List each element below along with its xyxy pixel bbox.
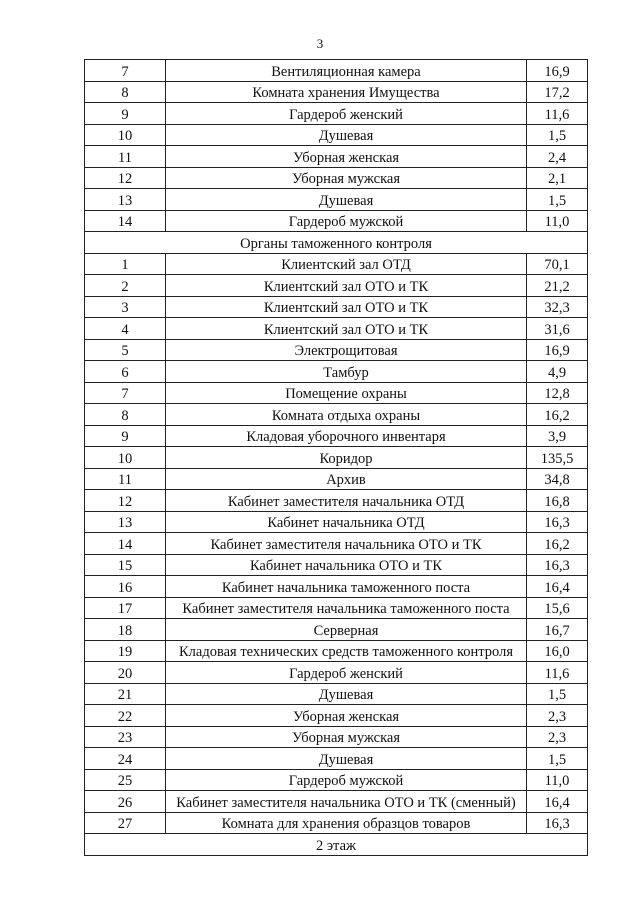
room-name-cell: Гардероб мужской	[166, 769, 527, 791]
room-name-cell: Уборная мужская	[166, 167, 527, 189]
room-number-cell: 6	[85, 361, 166, 383]
room-name-cell: Коридор	[166, 447, 527, 469]
room-area-cell: 16,4	[527, 576, 588, 598]
room-name-cell: Кабинет начальника ОТО и ТК	[166, 554, 527, 576]
room-area-cell: 16,3	[527, 511, 588, 533]
table-row	[85, 683, 588, 705]
table-row	[85, 361, 588, 383]
room-number-cell: 19	[85, 640, 166, 662]
room-number-cell: 7	[85, 60, 166, 82]
room-number-cell: 14	[85, 533, 166, 555]
section-title-customs-bodies: Органы таможенного контроля	[85, 232, 588, 254]
room-number-cell: 9	[85, 425, 166, 447]
room-number-cell: 7	[85, 382, 166, 404]
room-area-cell: 2,1	[527, 167, 588, 189]
room-area-cell: 11,6	[527, 103, 588, 125]
room-name-cell: Кладовая уборочного инвентаря	[166, 425, 527, 447]
room-area-cell: 1,5	[527, 124, 588, 146]
table-row	[85, 554, 588, 576]
table-row	[85, 81, 588, 103]
table-row	[85, 812, 588, 834]
table-row	[85, 339, 588, 361]
room-name-cell: Кабинет заместителя начальника ОТД	[166, 490, 527, 512]
table-row	[85, 103, 588, 125]
rooms-table	[84, 59, 588, 856]
room-name-cell: Кабинет заместителя начальника ОТО и ТК (сменный)	[166, 791, 527, 813]
room-number-cell: 11	[85, 468, 166, 490]
room-area-cell: 2,3	[527, 726, 588, 748]
section-row	[85, 834, 588, 856]
table-row	[85, 490, 588, 512]
room-area-cell: 16,7	[527, 619, 588, 641]
room-name-cell: Серверная	[166, 619, 527, 641]
table-row	[85, 791, 588, 813]
room-area-cell: 16,0	[527, 640, 588, 662]
room-name-cell: Архив	[166, 468, 527, 490]
table-row	[85, 425, 588, 447]
room-name-cell: Кабинет заместителя начальника таможенного поста	[166, 597, 527, 619]
table-row	[85, 253, 588, 275]
table-row	[85, 382, 588, 404]
room-number-cell: 24	[85, 748, 166, 770]
room-area-cell: 3,9	[527, 425, 588, 447]
room-number-cell: 3	[85, 296, 166, 318]
room-number-cell: 13	[85, 189, 166, 211]
room-number-cell: 8	[85, 81, 166, 103]
table-row	[85, 296, 588, 318]
room-area-cell: 11,6	[527, 662, 588, 684]
room-number-cell: 9	[85, 103, 166, 125]
page-number: 3	[316, 36, 324, 51]
room-name-cell: Гардероб мужской	[166, 210, 527, 232]
room-area-cell: 21,2	[527, 275, 588, 297]
room-area-cell: 16,9	[527, 339, 588, 361]
room-name-cell: Комната для хранения образцов товаров	[166, 812, 527, 834]
table-row	[85, 533, 588, 555]
room-number-cell: 5	[85, 339, 166, 361]
table-row	[85, 597, 588, 619]
room-name-cell: Гардероб женский	[166, 662, 527, 684]
room-area-cell: 11,0	[527, 210, 588, 232]
table-row	[85, 576, 588, 598]
room-name-cell: Электрощитовая	[166, 339, 527, 361]
table-row	[85, 189, 588, 211]
room-name-cell: Душевая	[166, 748, 527, 770]
room-area-cell: 4,9	[527, 361, 588, 383]
room-name-cell: Уборная женская	[166, 146, 527, 168]
room-area-cell: 32,3	[527, 296, 588, 318]
room-area-cell: 17,2	[527, 81, 588, 103]
room-area-cell: 34,8	[527, 468, 588, 490]
room-number-cell: 12	[85, 490, 166, 512]
room-number-cell: 13	[85, 511, 166, 533]
room-area-cell: 16,3	[527, 812, 588, 834]
room-area-cell: 12,8	[527, 382, 588, 404]
table-row	[85, 640, 588, 662]
room-name-cell: Помещение охраны	[166, 382, 527, 404]
section-title-second-floor: 2 этаж	[85, 834, 588, 856]
room-number-cell: 12	[85, 167, 166, 189]
room-name-cell: Душевая	[166, 124, 527, 146]
room-number-cell: 2	[85, 275, 166, 297]
room-number-cell: 10	[85, 124, 166, 146]
table-row	[85, 167, 588, 189]
room-name-cell: Клиентский зал ОТО и ТК	[166, 296, 527, 318]
room-number-cell: 8	[85, 404, 166, 426]
table-row	[85, 705, 588, 727]
room-area-cell: 31,6	[527, 318, 588, 340]
room-number-cell: 26	[85, 791, 166, 813]
room-name-cell: Кладовая технических средств таможенного контроля	[166, 640, 527, 662]
table-row	[85, 124, 588, 146]
table-row	[85, 726, 588, 748]
room-area-cell: 16,8	[527, 490, 588, 512]
table-row	[85, 404, 588, 426]
room-name-cell: Гардероб женский	[166, 103, 527, 125]
table-row	[85, 748, 588, 770]
table-row	[85, 210, 588, 232]
room-area-cell: 16,3	[527, 554, 588, 576]
room-area-cell: 70,1	[527, 253, 588, 275]
room-name-cell: Кабинет начальника таможенного поста	[166, 576, 527, 598]
room-area-cell: 16,4	[527, 791, 588, 813]
room-area-cell: 11,0	[527, 769, 588, 791]
room-name-cell: Кабинет начальника ОТД	[166, 511, 527, 533]
room-area-cell: 16,2	[527, 533, 588, 555]
room-area-cell: 1,5	[527, 683, 588, 705]
table-row	[85, 275, 588, 297]
room-area-cell: 15,6	[527, 597, 588, 619]
table-row	[85, 447, 588, 469]
room-name-cell: Комната отдыха охраны	[166, 404, 527, 426]
table-row	[85, 511, 588, 533]
section-row	[85, 232, 588, 254]
room-number-cell: 27	[85, 812, 166, 834]
table-row	[85, 619, 588, 641]
room-number-cell: 23	[85, 726, 166, 748]
room-area-cell: 135,5	[527, 447, 588, 469]
rooms-table-body	[85, 60, 588, 856]
room-name-cell: Тамбур	[166, 361, 527, 383]
room-number-cell: 18	[85, 619, 166, 641]
room-number-cell: 15	[85, 554, 166, 576]
room-area-cell: 1,5	[527, 748, 588, 770]
table-row	[85, 146, 588, 168]
room-name-cell: Уборная женская	[166, 705, 527, 727]
room-number-cell: 11	[85, 146, 166, 168]
room-area-cell: 1,5	[527, 189, 588, 211]
room-number-cell: 16	[85, 576, 166, 598]
room-area-cell: 16,9	[527, 60, 588, 82]
room-number-cell: 4	[85, 318, 166, 340]
table-row	[85, 468, 588, 490]
room-name-cell: Уборная мужская	[166, 726, 527, 748]
room-name-cell: Душевая	[166, 683, 527, 705]
room-number-cell: 25	[85, 769, 166, 791]
room-area-cell: 16,2	[527, 404, 588, 426]
room-name-cell: Вентиляционная камера	[166, 60, 527, 82]
room-number-cell: 21	[85, 683, 166, 705]
room-number-cell: 17	[85, 597, 166, 619]
room-area-cell: 2,3	[527, 705, 588, 727]
room-name-cell: Клиентский зал ОТО и ТК	[166, 318, 527, 340]
room-number-cell: 22	[85, 705, 166, 727]
room-name-cell: Кабинет заместителя начальника ОТО и ТК	[166, 533, 527, 555]
table-row	[85, 60, 588, 82]
table-row	[85, 769, 588, 791]
table-row	[85, 318, 588, 340]
room-name-cell: Клиентский зал ОТО и ТК	[166, 275, 527, 297]
room-name-cell: Комната хранения Имущества	[166, 81, 527, 103]
room-number-cell: 14	[85, 210, 166, 232]
room-number-cell: 1	[85, 253, 166, 275]
room-area-cell: 2,4	[527, 146, 588, 168]
room-number-cell: 10	[85, 447, 166, 469]
room-number-cell: 20	[85, 662, 166, 684]
room-name-cell: Душевая	[166, 189, 527, 211]
room-name-cell: Клиентский зал ОТД	[166, 253, 527, 275]
table-row	[85, 662, 588, 684]
